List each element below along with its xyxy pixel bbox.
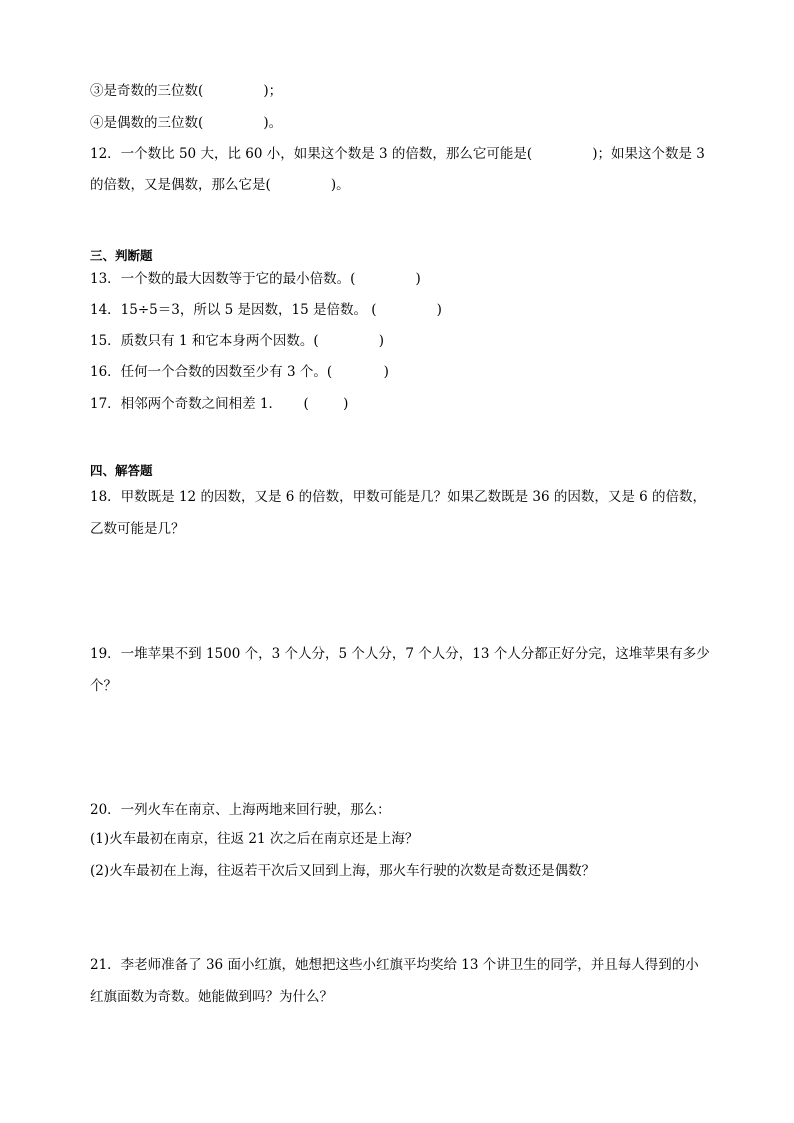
section-3-heading: 三、判断题 bbox=[90, 248, 153, 263]
question-18-line-2: 乙数可能是几？ bbox=[90, 521, 185, 537]
question-17: 17．相邻两个奇数之间相差 1． ( ) bbox=[90, 396, 349, 412]
question-12-line-2: 的倍数，又是偶数，那么它是( )。 bbox=[90, 177, 350, 193]
question-20-line-1: 20．一列火车在南京、上海两地来回行驶，那么： bbox=[90, 802, 391, 818]
question-14: 14．15÷5＝3，所以 5 是因数，15 是倍数。 ( ) bbox=[90, 302, 442, 318]
question-13: 13．一个数的最大因数等于它的最小倍数。( ) bbox=[90, 271, 421, 287]
question-12-line-1: 12．一个数比 50 大，比 60 小，如果这个数是 3 的倍数，那么它可能是( )；如果这个数是 3 bbox=[90, 146, 705, 162]
question-21-line-1: 21．李老师准备了 36 面小红旗，她想把这些小红旗平均奖给 13 个讲卫生的同学，并且每人得到的小 bbox=[90, 957, 699, 973]
question-19-line-2: 个？ bbox=[90, 678, 117, 694]
question-15: 15．质数只有 1 和它本身两个因数。( ) bbox=[90, 333, 384, 349]
question-19-line-1: 19．一堆苹果不到 1500 个，3 个人分，5 个人分，7 个人分，13 个人分都正好分完，这堆苹果有多少 bbox=[90, 646, 710, 662]
section-4-heading: 四、解答题 bbox=[90, 463, 153, 478]
question-20-line-3: (2)火车最初在上海，往返若干次后又回到上海，那火车行驶的次数是奇数还是偶数？ bbox=[90, 863, 596, 879]
question-11-item-4: ④是偶数的三位数( )。 bbox=[90, 115, 283, 131]
question-18-line-1: 18．甲数既是 12 的因数，又是 6 的倍数，甲数可能是几？如果乙数既是 36 的因数，又是 6 的倍数， bbox=[90, 489, 707, 505]
question-20-line-2: (1)火车最初在南京，往返 21 次之后在南京还是上海？ bbox=[90, 831, 419, 847]
question-16: 16．任何一个合数的因数至少有 3 个。( ) bbox=[90, 364, 389, 380]
question-11-item-3: ③是奇数的三位数( )； bbox=[90, 83, 283, 99]
question-21-line-2: 红旗面数为奇数。她能做到吗？为什么？ bbox=[90, 989, 333, 1005]
